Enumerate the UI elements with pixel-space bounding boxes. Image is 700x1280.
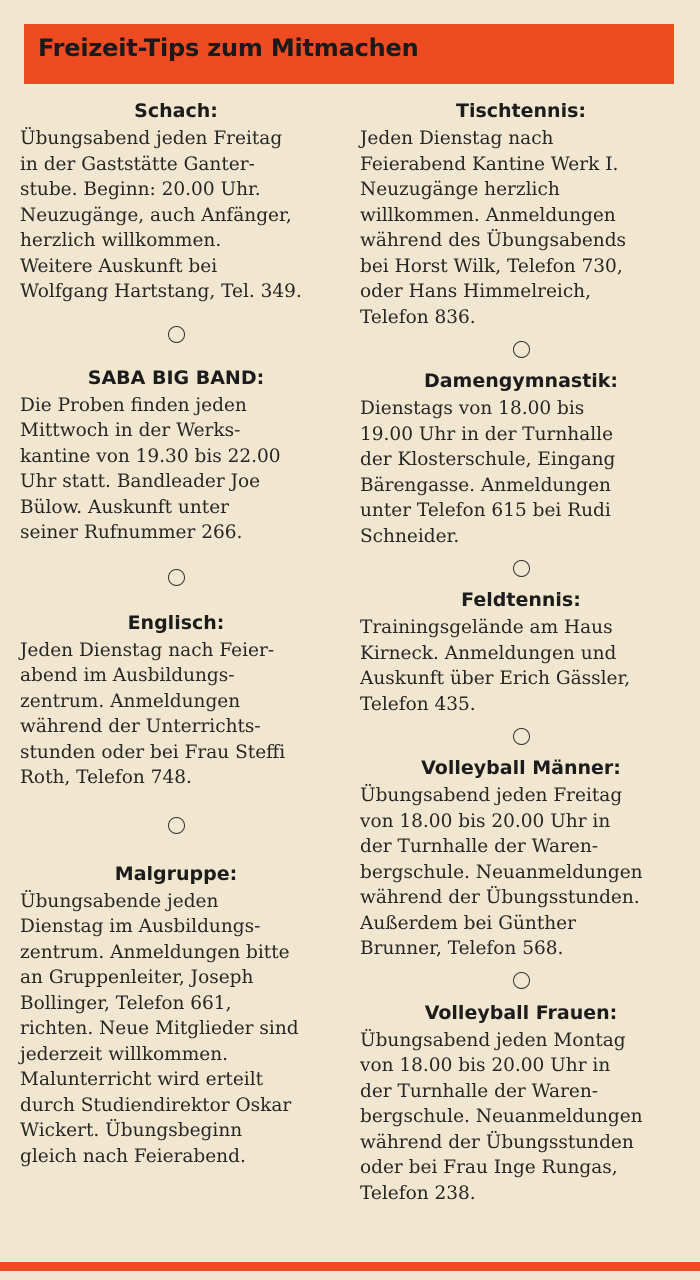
header-bar [24, 24, 674, 84]
circle-icon [513, 728, 530, 745]
circle-icon [168, 326, 185, 343]
separator-circle [360, 330, 682, 368]
section-text: Trainingsgelände am Haus Kirneck. Anmeldungen und Auskunft über Erich Gässler, Telefon 435. [360, 617, 631, 715]
announcement-section [360, 1000, 682, 1207]
announcement-section [360, 368, 682, 549]
circle-icon [168, 817, 185, 834]
right-column [360, 98, 682, 1206]
section-heading: Damengymnastik: [423, 370, 619, 392]
left-column [20, 98, 332, 1169]
announcement-section [20, 365, 332, 546]
section-text: Die Proben finden jeden Mittwoch in der Werks- kantine von 19.30 bis 22.00 Uhr statt. Bandleader Joe Bülow. Auskunft unter seiner Rufnummer 266. [20, 394, 281, 543]
separator-circle [20, 546, 332, 610]
circle-icon [513, 560, 530, 577]
section-text: Übungsabend jeden Freitag in der Gaststätte Ganter- stube. Beginn: 20.00 Uhr. Neuzugänge, auch Anfänger, herzlich willkommen. Weitere Auskunft bei Wolfgang Hartstang, Tel. 349. [20, 128, 302, 302]
section-heading: Volleyball Männer: [421, 757, 621, 779]
section-heading: Malgruppe: [114, 862, 238, 885]
announcement-section [20, 861, 332, 1170]
section-heading: Englisch: [127, 611, 225, 634]
separator-circle [20, 791, 332, 861]
circle-icon [513, 972, 530, 989]
section-text: Übungsabend jeden Montag von 18.00 bis 20.00 Uhr in der Turnhalle der Waren- bergschule. Neuanmeldungen während der Übungsstunden oder bei Frau Inge Rungas, Telefon 238. [360, 1029, 643, 1204]
section-heading: SABA BIG BAND: [87, 366, 265, 389]
bottom-rule [0, 1262, 700, 1271]
section-text: Übungsabend jeden Freitag von 18.00 bis 20.00 Uhr in der Turnhalle der Waren- bergschule. Neuanmeldungen während der Übungsstunden. Außerdem bei Günther Brunner, Telefon 568. [360, 785, 643, 959]
section-heading: Volleyball Frauen: [424, 1001, 618, 1024]
separator-circle [20, 305, 332, 365]
section-heading: Schach: [134, 100, 218, 122]
circle-icon [513, 341, 530, 358]
announcement-section [20, 610, 332, 791]
announcement-section [20, 98, 332, 305]
separator-circle [360, 717, 682, 755]
announcement-section [360, 587, 682, 717]
section-text: Dienstags von 18.00 bis 19.00 Uhr in der Turnhalle der Klosterschule, Eingang Bärengasse. Anmeldungen unter Telefon 615 bei Rudi Schneider. [360, 398, 616, 547]
section-heading: Feldtennis: [461, 589, 581, 611]
section-text: Jeden Dienstag nach Feier- abend im Ausbildungs- zentrum. Anmeldungen während der Unterrichts- stunden oder bei Frau Steffi Roth, Telefon 748. [20, 639, 286, 788]
page-title: Freizeit-Tips zum Mitmachen [38, 34, 419, 62]
separator-circle [360, 549, 682, 587]
section-heading: Tischtennis: [455, 100, 586, 122]
announcement-section [360, 98, 682, 330]
separator-circle [360, 962, 682, 1000]
section-text: Übungsabende jeden Dienstag im Ausbildungs- zentrum. Anmeldungen bitte an Gruppenleiter, Joseph Bollinger, Telefon 661, richten. Neue Mitglieder sind jederzeit willkommen. Malunterricht wird erteilt durch Studiendirektor Oskar Wickert. Übungsbeginn gleich nach Feierabend. [20, 890, 299, 1167]
announcement-section [360, 755, 682, 962]
section-text: Jeden Dienstag nach Feierabend Kantine Werk I. Neuzugänge herzlich willkommen. Anmeldungen während des Übungsabends bei Horst Wilk, Telefon 730, oder Hans Himmelreich, Telefon 836. [360, 128, 627, 328]
circle-icon [168, 569, 185, 586]
